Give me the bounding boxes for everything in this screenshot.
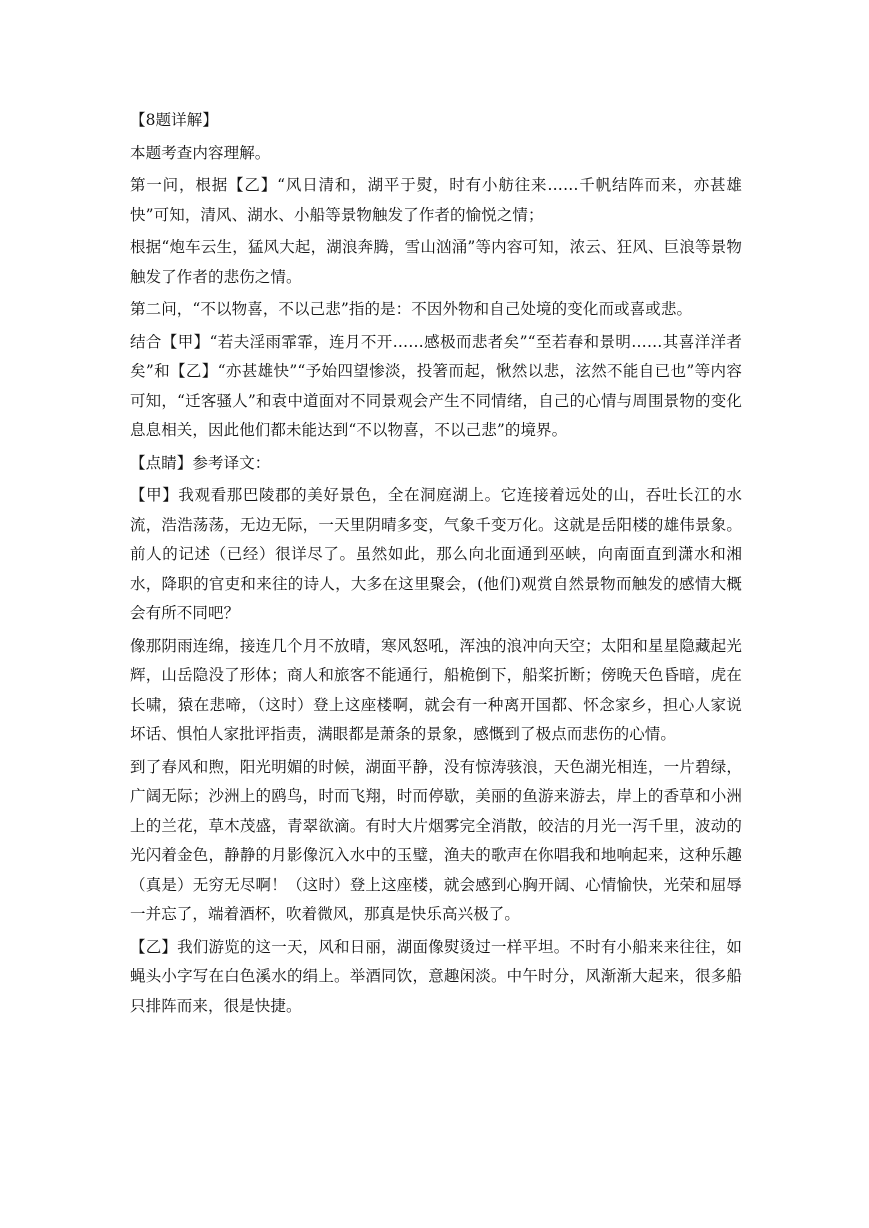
first-question-analysis: 第一问，根据【乙】“风日清和，湖平于熨，时有小舫往来……千帆结阵而来，亦甚雄快”可知，清风、湖水、小船等景物触发了作者的愉悦之情； xyxy=(130,176,742,224)
reference-translation-heading: 【点睛】参考译文： xyxy=(130,453,271,472)
combined-analysis: 结合【甲】“若夫淫雨霏霏，连月不开……感极而悲者矣”“至若春和景明……其喜洋洋者矣”和【乙】“亦甚雄快”“予始四望惨淡，投箸而起，愀然以悲，泫然不能自已也”等内容可知，“迁客骚人”和袁中道面对不同景观会产生不同情绪，自己的心情与周围景物的变化息息相关，因此他们都未能达到“不以物喜，不以己悲”的境界。 xyxy=(130,332,742,439)
second-question-analysis: 第二问，“不以物喜，不以己悲”指的是：不因外物和自己处境的变化而或喜或悲。 xyxy=(130,300,693,318)
question-8-heading: 【8题详解】 xyxy=(130,111,218,129)
translation-jia-paragraph-2: 像那阴雨连绵，接连几个月不放晴，寒风怒吼，浑浊的浪冲向天空；太阳和星星隐藏起光辉，山岳隐没了形体；商人和旅客不能通行，船桅倒下，船桨折断；傍晚天色昏暗，虎在长啸，猿在悲啼，（这时）登上这座楼啊，就会有一种离开国都、怀念家乡，担心人家说坏话、惧怕人家批评指责，满眼都是萧条的景象，感慨到了极点而悲伤的心情。 xyxy=(130,636,742,743)
translation-yi-paragraph: 【乙】我们游览的这一天，风和日丽，湖面像熨烫过一样平坦。不时有小船来来往往，如蝇头小字写在白色溪水的绢上。举酒同饮，意趣闲淡。中午时分，风渐渐大起来，很多船只排阵而来，很是快捷。 xyxy=(130,937,742,1015)
document-body xyxy=(130,106,742,1024)
topic-statement: 本题考查内容理解。 xyxy=(130,143,271,162)
translation-jia-paragraph-3: 到了春风和煦，阳光明媚的时候，湖面平静，没有惊涛骇浪，天色湖光相连，一片碧绿，广阔无际；沙洲上的鸥鸟，时而飞翔，时而停歇，美丽的鱼游来游去，岸上的香草和小洲上的兰花，草木茂盛，青翠欲滴。有时大片烟雾完全消散，皎洁的月光一泻千里，波动的光闪着金色，静静的月影像沉入水中的玉璧，渔夫的歌声在你唱我和地响起来，这种乐趣（真是）无穷无尽啊！（这时）登上这座楼，就会感到心胸开阔、心情愉快，光荣和屈辱一并忘了，端着酒杯，吹着微风，那真是快乐高兴极了。 xyxy=(130,757,742,923)
first-question-analysis-continued: 根据“炮车云生，猛风大起，湖浪奔腾，雪山汹涌”等内容可知，浓云、狂风、巨浪等景物触发了作者的悲伤之情。 xyxy=(130,238,742,286)
translation-jia-paragraph-1: 【甲】我观看那巴陵郡的美好景色，全在洞庭湖上。它连接着远处的山，吞吐长江的水流，浩浩荡荡，无边无际，一天里阴晴多变，气象千变万化。这就是岳阳楼的雄伟景象。前人的记述（已经）很详尽了。虽然如此，那么向北面通到巫峡，向南面直到潇水和湘水，降职的官吏和来往的诗人，大多在这里聚会，(他们)观赏自然景物而触发的感情大概会有所不同吧？ xyxy=(130,486,742,622)
